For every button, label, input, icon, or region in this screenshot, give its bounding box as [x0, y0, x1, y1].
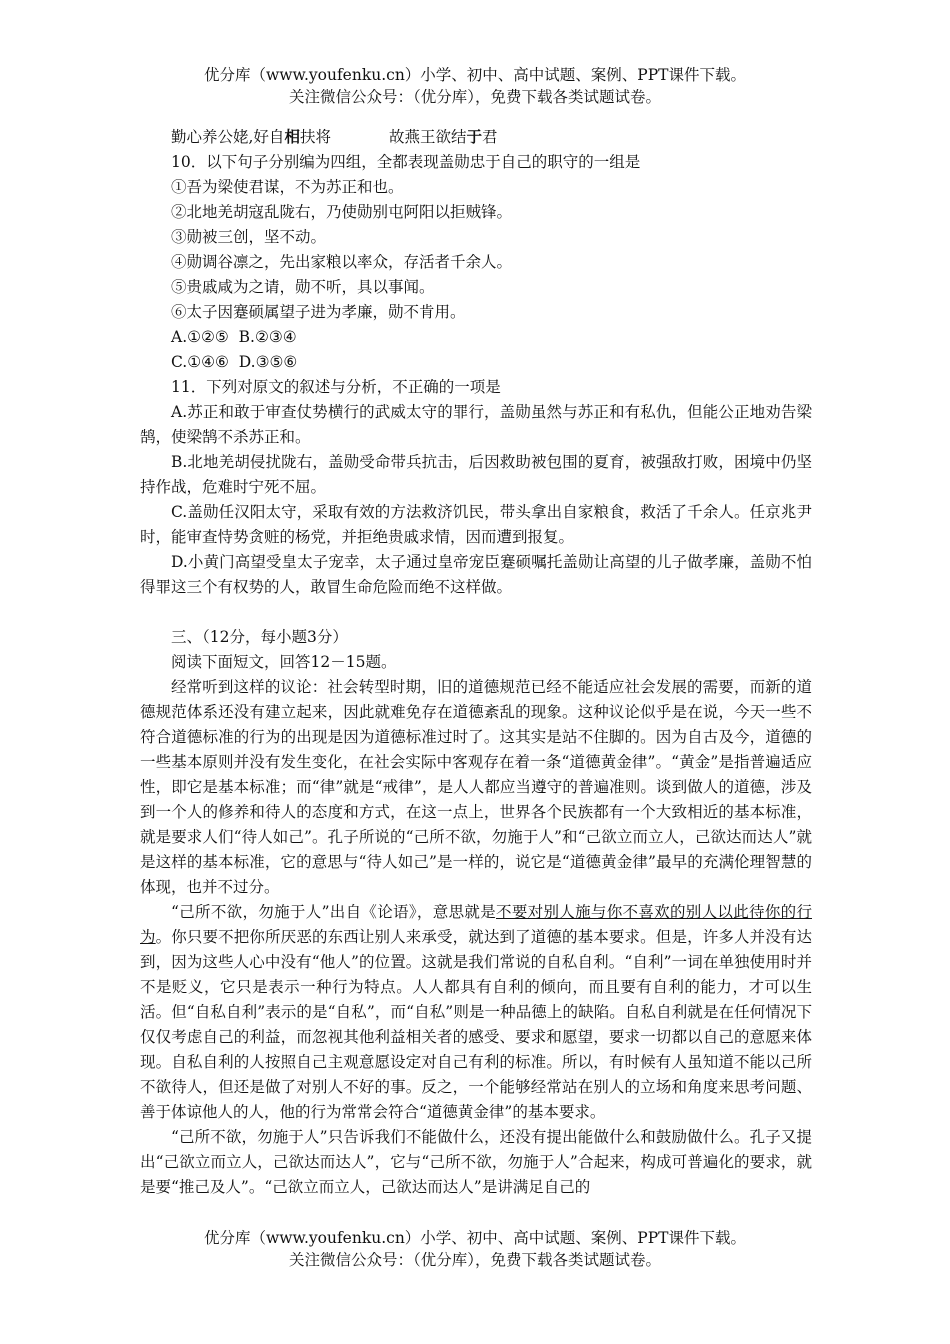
- section-3-instruction: 阅读下面短文，回答12－15题。: [171, 653, 397, 671]
- passage-underlined-phrase: 不要对别人施与你不喜欢的别人以此待你的行为: [140, 903, 812, 946]
- passage-paragraph-1: 经常听到这样的议论：社会转型时期，旧的道德规范已经不能适应社会发展的需要，而新的道德规范体系还没有建立起来，因此就难免存在道德紊乱的现象。这种议论似乎是在说，今天一些不符合道德标准的行为的出现是因为道德标准过时了。这其实是站不住脚的。因为自古及今，道德的一些基本原则并没有发生变化，在社会实际中客观存在着一条“道德黄金律”。“黄金”是指普遍适应性，即它是基本标准；而“律”就是“戒律”，是人人都应当遵守的普遍准则。谈到做人的道德，涉及到一个人的修养和待人的态度和方式，在这一点上，世界各个民族都有一个大致相近的基本标准，就是要求人们“待人如己”。孔子所说的“己所不欲，勿施于人”和“己欲立而立人，己欲达而达人”就是这样的基本标准，它的意思与“待人如己”是一样的，说它是“道德黄金律”最早的充满伦理智慧的体现，也并不过分。: [140, 678, 812, 896]
- question-10-options-cd: C.①④⑥ D.③⑤⑥: [171, 353, 298, 371]
- passage-p2-text-b: 。你只要不把你所厌恶的东西让别人来承受，就达到了道德的基本要求。但是，许多人并没有达到，因为这些人心中没有“他人”的位置。这就是我们常说的自私自利。“自利”一词在单独使用时并不是贬义，它只是表示一种行为特点。人人都具有自利的倾向，而且要有自利的能力，才可以生活。但“自私自利”表示的是“自私”，而“自私”则是一种品德上的缺陷。自私自利就是在任何情况下仅仅考虑自己的利益，而忽视其他利益相关者的感受、要求和愿望，要求一切都以自己的意愿来体现。自私自利的人按照自己主观意愿设定对自己有利的标准。所以，有时候有人虽知道不能以己所不欲待人，但还是做了对别人不好的事。反之，一个能够经常站在别人的立场和角度来思考问题、善于体谅他人的人，他的行为常常会符合“道德黄金律”的基本要求。: [140, 928, 812, 1121]
- question-11-stem: 11．下列对原文的叙述与分析，不正确的一项是: [171, 378, 501, 396]
- question-10-item-5: ⑤贵戚咸为之请，勋不听，具以事闻。: [171, 278, 435, 296]
- header-line-2: 关注微信公众号：（优分库），免费下载各类试题试卷。: [288, 88, 661, 106]
- question-10-item-2: ②北地羌胡寇乱陇右，乃使勋别屯阿阳以拒贼锋。: [171, 203, 513, 221]
- question-10-item-1: ①吾为梁使君谋，不为苏正和也。: [171, 178, 404, 196]
- question-10-item-3: ③勋被三创，坚不动。: [171, 228, 327, 246]
- quote-bold-1: 相: [284, 127, 300, 146]
- footer-line-1: 优分库（www.youfenku.cn）小学、初中、高中试题、案例、PPT课件下载。: [203, 1229, 747, 1247]
- question-10-stem: 10．以下句子分别编为四组，全都表现盖勋忠于自己的职守的一组是: [171, 153, 641, 171]
- section-3-title: 三、（12分，每小题3分）: [171, 628, 348, 646]
- question-11-option-c: C.盖勋任汉阳太守，采取有效的方法救济饥民，带头拿出自家粮食，救活了千余人。任京兆尹时，能审查恃势贪赃的杨党，并拒绝贵戚求情，因而遭到报复。: [140, 503, 812, 546]
- quote-text-4: 君: [482, 128, 498, 146]
- passage-paragraph-2: [140, 900, 812, 1125]
- page-footer: [0, 1227, 950, 1271]
- page-header: [0, 64, 950, 108]
- question-11-option-d: D.小黄门高望受皇太子宠幸，太子通过皇帝宠臣蹇硕嘱托盖勋让高望的儿子做孝廉，盖勋不怕得罪这三个有权势的人，敢冒生命危险而绝不这样做。: [140, 553, 812, 596]
- document-body: [140, 124, 812, 1200]
- footer-line-2: 关注微信公众号：（优分库），免费下载各类试题试卷。: [288, 1251, 661, 1269]
- quote-line: [140, 124, 812, 150]
- passage-p2-text-a: “己所不欲，勿施于人”出自《论语》，意思就是: [171, 903, 497, 921]
- quote-bold-2: 于: [466, 127, 482, 146]
- quote-text-3: 故燕王欲结: [388, 128, 467, 146]
- question-10-options-ab: A.①②⑤ B.②③④: [171, 328, 297, 346]
- question-11-option-a: A.苏正和敢于审查仗势横行的武威太守的罪行，盖勋虽然与苏正和有私仇，但能公正地劝告梁鹄，使梁鹄不杀苏正和。: [140, 403, 812, 446]
- quote-text-2: 扶将: [299, 128, 331, 146]
- question-11-option-b: B.北地羌胡侵扰陇右，盖勋受命带兵抗击，后因救助被包围的夏育，被强敌打败，困境中仍坚持作战，危难时宁死不屈。: [140, 453, 812, 496]
- question-10-item-6: ⑥太子因蹇硕属望子进为孝廉，勋不肯用。: [171, 303, 466, 321]
- question-10-item-4: ④勋调谷凛之，先出家粮以率众，存活者千余人。: [171, 253, 513, 271]
- quote-text-1: 勤心养公姥,好自: [171, 128, 285, 146]
- passage-paragraph-3: “己所不欲，勿施于人”只告诉我们不能做什么，还没有提出能做什么和鼓励做什么。孔子又提出“己欲立而立人，己欲达而达人”，它与“己所不欲，勿施于人”合起来，构成可普遍化的要求，就是要“推己及人”。“己欲立而立人，己欲达而达人”是讲满足自己的: [140, 1128, 812, 1196]
- header-line-1: 优分库（www.youfenku.cn）小学、初中、高中试题、案例、PPT课件下载。: [203, 66, 747, 84]
